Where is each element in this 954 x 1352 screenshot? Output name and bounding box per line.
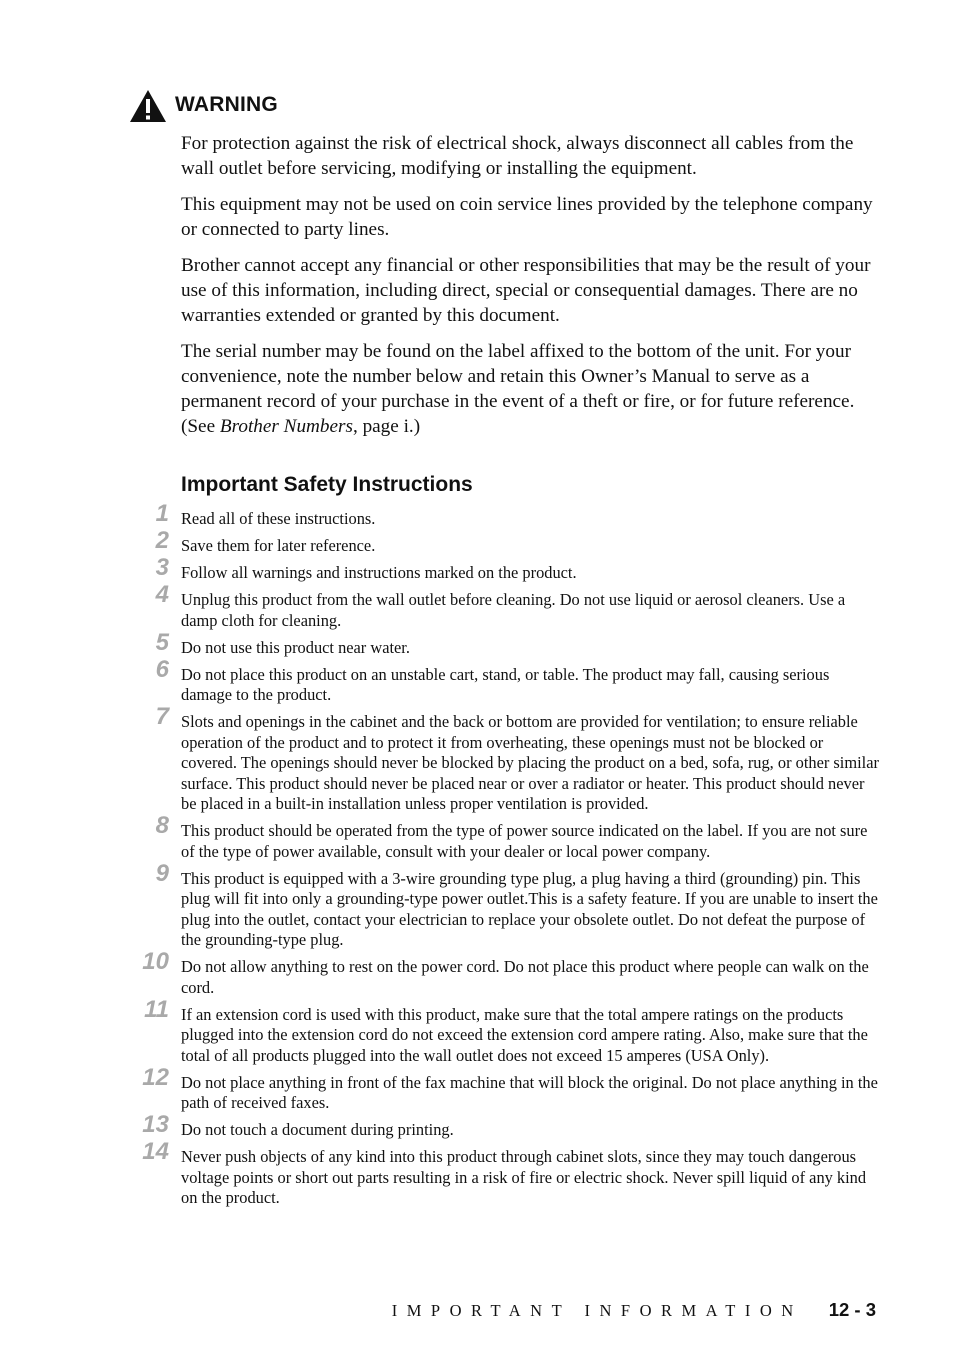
instruction-item xyxy=(155,655,881,706)
instruction-number: 8 xyxy=(155,812,169,839)
instruction-item xyxy=(155,554,881,584)
instruction-number: 3 xyxy=(155,554,169,581)
instruction-text: Do not use this product near water. xyxy=(181,637,410,657)
serial-number-paragraph xyxy=(181,339,881,439)
instruction-text: If an extension cord is used with this product, make sure that the total ampere ratings on the products plugged into the extension cord do not exceed the extension cord ampere rating. Also, make sure that the total of all products plugged into the wall outlet does not exceed 15 amperes (USA Only). xyxy=(181,1004,868,1065)
warning-paragraph: For protection against the risk of electrical shock, always disconnect all cables from the wall outlet before servicing, modifying or installing the equipment. xyxy=(181,133,854,179)
instruction-text: Never push objects of any kind into this product through cabinet slots, since they may touch dangerous voltage points or short out parts resulting in a risk of fire or electric shock. Never spill liquid of any kind on the product. xyxy=(181,1147,867,1207)
instruction-text: Do not place this product on an unstable cart, stand, or table. The product may fall, causing serious damage to the product. xyxy=(181,664,830,704)
serial-text-end: , page i.) xyxy=(352,416,421,437)
instruction-text: Do not touch a document during printing. xyxy=(181,1120,454,1139)
warning-body xyxy=(181,131,881,450)
instruction-number: 7 xyxy=(155,703,169,730)
instruction-number: 11 xyxy=(144,995,169,1023)
instruction-number: 10 xyxy=(142,948,169,975)
instruction-number: 1 xyxy=(155,500,169,527)
instruction-text: Do not place anything in front of the fax machine that will block the original. Do not place anything in the path of received faxes. xyxy=(181,1072,878,1112)
warning-paragraph: This equipment may not be used on coin service lines provided by the telephone company or connected to party lines. xyxy=(181,194,873,240)
instruction-item xyxy=(155,628,881,659)
instruction-item xyxy=(155,581,881,631)
instruction-text: Read all of these instructions. xyxy=(181,509,376,528)
instruction-text: This product should be operated from the type of power source indicated on the label. If you are not sure of the type of power available, consult with your dealer or local power company. xyxy=(181,821,868,861)
instruction-item xyxy=(155,527,881,557)
footer-section-label: IMPORTANT INFORMATION xyxy=(391,1301,803,1320)
instruction-text: Unplug this product from the wall outlet before cleaning. Do not use liquid or aerosol cleaners. Use a damp cloth for cleaning. xyxy=(181,590,846,630)
instruction-text: Slots and openings in the cabinet and the back or bottom are provided for ventilation; to ensure reliable operation of the product and to protect it from overheating, these openings must not be blocked or covered. The openings should never be blocked by placing the product on a bed, sofa, rug, or other similar surface. This product should never be placed near or over a radiator or heater. This product should never be placed in a built-in installation unless proper ventilation is provided. xyxy=(181,712,879,813)
serial-text: The serial number may be found on the label affixed to the bottom of the unit. For your convenience, note the number below and retain this Owner’s Manual to serve as a permanent record of your purchase in the event of a theft or fire, or for future reference. (See xyxy=(181,341,855,437)
instruction-text: Follow all warnings and instructions marked on the product. xyxy=(181,563,577,582)
instruction-item xyxy=(142,1111,881,1141)
page-number: 12 - 3 xyxy=(828,1299,876,1320)
instruction-number: 2 xyxy=(155,527,169,554)
instruction-number: 14 xyxy=(142,1138,169,1165)
warning-triangle-icon xyxy=(129,89,167,123)
brother-numbers-reference: Brother Numbers xyxy=(219,416,353,437)
instruction-number: 13 xyxy=(142,1111,169,1138)
instruction-item xyxy=(142,1063,881,1114)
instruction-item xyxy=(155,703,881,815)
instruction-item xyxy=(155,812,881,862)
instruction-text: This product is equipped with a 3-wire grounding type plug, a plug having a third (grounding) pin. This plug will fit into only a grounding-type power outlet.This is a safety feature. If you are unable to insert the plug into the outlet, contact your electrician to replace your obsolete outlet. Do not defeat the purpose of the grounding-type plug. xyxy=(181,868,878,949)
warning-paragraph: Brother cannot accept any financial or other responsibilities that may be the result of your use of this information, including direct, special or consequential damages. There are no warranties extended or granted by this document. xyxy=(181,255,871,326)
instruction-number: 6 xyxy=(155,655,169,683)
warning-header xyxy=(129,89,278,123)
instruction-number: 5 xyxy=(155,628,169,656)
instruction-number: 4 xyxy=(155,581,169,608)
instruction-text: Save them for later reference. xyxy=(181,536,376,555)
instruction-item xyxy=(155,859,881,951)
warning-title: WARNING xyxy=(175,93,278,116)
instruction-number: 12 xyxy=(142,1063,169,1091)
section-title: Important Safety Instructions xyxy=(181,473,473,496)
instruction-item xyxy=(144,995,881,1067)
instruction-item xyxy=(142,1138,881,1209)
page-footer xyxy=(392,1299,876,1321)
instruction-item xyxy=(155,500,881,530)
instruction-list xyxy=(142,500,881,1215)
instruction-text: Do not allow anything to rest on the power cord. Do not place this product where people can walk on the cord. xyxy=(181,957,869,997)
instruction-number: 9 xyxy=(155,859,169,887)
instruction-item xyxy=(142,948,881,998)
